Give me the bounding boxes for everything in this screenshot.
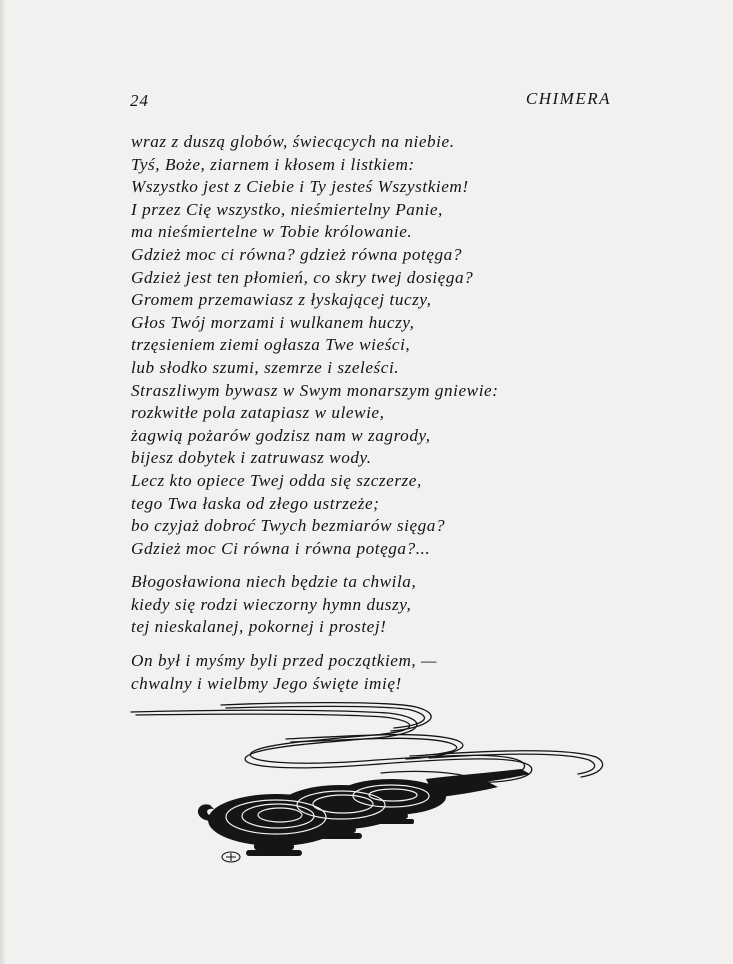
- poem-line: rozkwitłe pola zatapiasz w ulewie,: [131, 403, 385, 423]
- poem-line: Głos Twój morzami i wulkanem huczy,: [131, 312, 415, 332]
- poem-line: Błogosławiona niech będzie ta chwila,: [131, 572, 417, 592]
- page-edge-shadow: [0, 0, 6, 964]
- poem-line: bo czyjaż dobroć Twych bezmiarów sięga?: [131, 516, 446, 536]
- page-number: 24: [130, 91, 149, 110]
- poem-line: żagwią pożarów godzisz nam w zagrody,: [131, 425, 431, 445]
- poem-line: I przez Cię wszystko, nieśmiertelny Panie,: [131, 199, 443, 219]
- poem-line: Lecz kto opiece Twej odda się szczerze,: [131, 470, 422, 490]
- poem-line: bijesz dobytek i zatruwasz wody.: [131, 448, 372, 468]
- poem-line: chwalny i wielbmy Jego święte imię!: [131, 673, 402, 693]
- poem-stanza: [131, 131, 621, 560]
- poem-line: lub słodko szumi, szemrze i szeleści.: [131, 357, 400, 377]
- poem-line: On był i myśmy byli przed początkiem, —: [131, 651, 437, 671]
- poem-line: tego Twa łaska od złego ustrzeże;: [131, 493, 380, 513]
- poem-line: Straszliwym bywasz w Swym monarszym gniewie:: [131, 380, 499, 400]
- poem-text: [131, 131, 621, 695]
- poem-line: kiedy się rodzi wieczorny hymn duszy,: [131, 594, 412, 614]
- running-head: CHIMERA: [525, 89, 611, 108]
- poem-line: Gdzież jest ten płomień, co skry twej dosięga?: [131, 267, 474, 287]
- poem-line: Gdzież moc Ci równa i równa potęga?...: [131, 538, 431, 558]
- poem-stanza: [131, 571, 621, 639]
- poem-line: wraz z duszą globów, świecących na niebie.: [131, 132, 455, 151]
- poem-line: tej nieskalanej, pokornej i prostej!: [131, 617, 387, 637]
- poem-line: ma nieśmiertelne w Tobie królowanie.: [131, 222, 413, 242]
- oil-lamps-smoke-icon: [126, 695, 616, 875]
- poem-line: Tyś, Boże, ziarnem i kłosem i listkiem:: [131, 154, 415, 174]
- poem-stanza: [131, 650, 621, 695]
- poem-line: Gromem przemawiasz z łyskającej tuczy,: [131, 290, 432, 310]
- poem-line: Gdzież moc ci równa? gdzież równa potęga?: [131, 244, 462, 264]
- poem-line: Wszystko jest z Ciebie i Ty jesteś Wszystkiem!: [131, 177, 469, 197]
- poem-line: trzęsieniem ziemi ogłasza Twe wieści,: [131, 335, 411, 355]
